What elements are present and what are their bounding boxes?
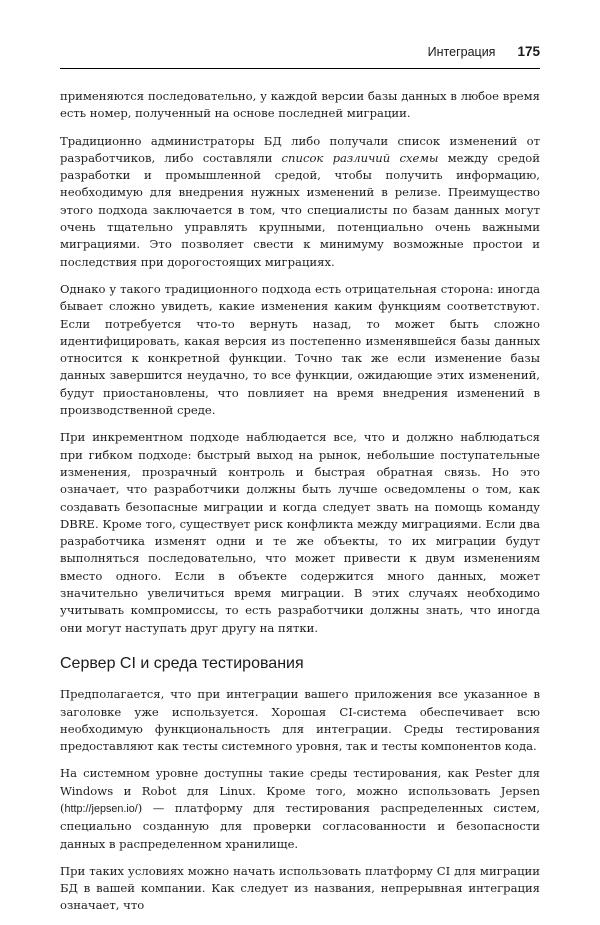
paragraph (60, 133, 540, 271)
url-link[interactable]: http://jepsen.io/ (64, 802, 138, 815)
paragraph: При инкрементном подходе наблюдается все, что и должно наблюдаться при гибком подходе: быстрый выход на рынок, небольшие поступательные изменения, прозрачный контроль и быстрая обратная связь. Но это означает, что разработчики должны быть лучше осведомлены о том, как создавать безопасные миграции и когда следует звать на помощь команду DBRE. Кроме того, существует риск конфликта между миграциями. Если два разработчика изменят одни и те же объекты, то их миграции будут выполняться последовательно, что может привести к двум изменениям вместо одного. Если в объекте содержится много данных, может значительно увеличиться время миграции. В этих случаях необходимо учитывать компромиссы, то есть разработчики должны знать, что иногда они могут наступать друг другу на пятки. (60, 430, 540, 635)
paragraph: При таких условиях можно начать использовать платформу CI для миграции БД в вашей компании. Как следует из названия, непрерывная интеграция означает, что (60, 863, 540, 913)
paragraph: Однако у такого традиционного подхода есть отрицательная сторона: иногда бывает сложно увидеть, какие изменения каким функциям соответствуют. Если потребуется что-то вернуть назад, то может быть сложно идентифицировать, какая версия из постепенно изменявшейся базы данных относится к конкретной функции. Точно так же если изменение базы данных завершится неудачно, то все функции, ожидающие этих изменений, будут приостановлены, что повлияет на время внедрения изменений в производственной среде. (60, 281, 540, 418)
text-run: между средой разработки и промышленной средой, чтобы получить информацию, необходимую для внедрения нужных изменений в релизе. Преимущество этого подхода заключается в том, что специалисты по базам данных могут очень тщательно управлять крупными, потенциально очень важными миграциями. Это позволяет свести к минимуму возможные простои и последствия при дорогостоящих миграциях. (60, 150, 541, 269)
page-body (60, 88, 540, 925)
paragraph: применяются последовательно, у каждой версии базы данных в любое время есть номер, полученный на основе последней миграции. (60, 89, 540, 121)
paragraph (60, 765, 540, 852)
text-run: Традиционно администраторы БД либо получали список изменений от разработчиков, либо составляли (60, 133, 540, 165)
emphasis: список различий схемы (281, 150, 439, 165)
section-heading: Сервер CI и среда тестирования (60, 654, 304, 672)
section-title: Интеграция (427, 45, 496, 59)
page-number: 175 (517, 44, 540, 59)
paragraph: Предполагается, что при интеграции вашего приложения все указанное в заголовке уже используется. Хорошая CI-система обеспечивает всю необходимую функциональность для интеграции. Среды тестирования предоставляют как тесты системного уровня, так и тесты компонентов кода. (60, 687, 540, 754)
running-header (60, 44, 540, 69)
text-run: ) — платформу для тестирования распределенных систем, специально созданную для проверки согласованности и безопасности данных в распределенном хранилище. (60, 800, 540, 851)
text-run: На системном уровне доступны такие среды тестирования, как Pester для Windows и Robot для Linux. Кроме того, можно использовать Jepsen ( (60, 766, 540, 815)
